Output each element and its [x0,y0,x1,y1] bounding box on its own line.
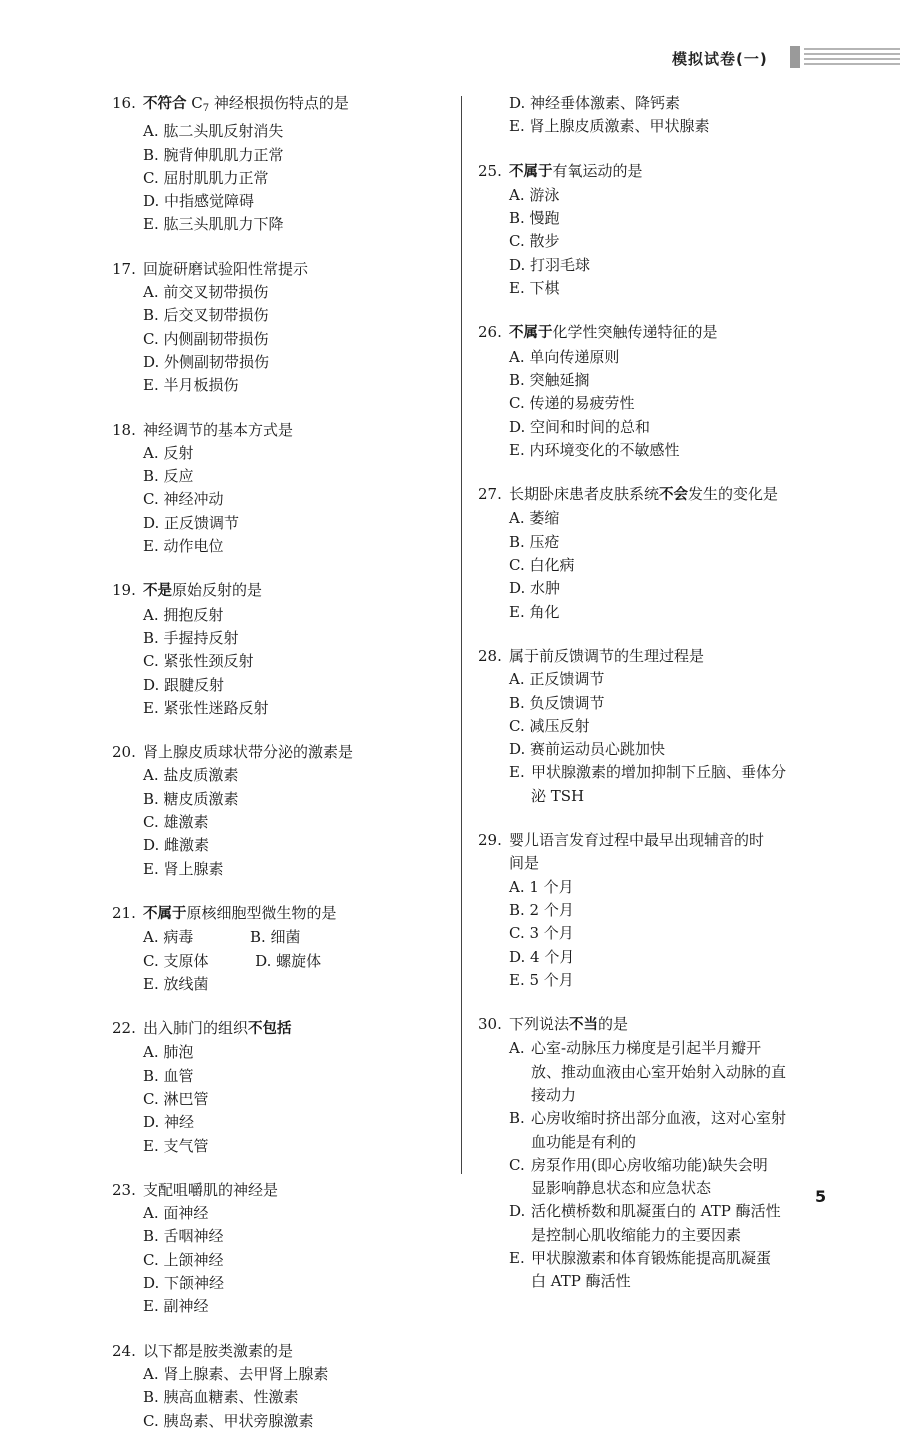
option-b: B. 压疮 [509,532,560,551]
option-d: D. 雌激素 [143,836,210,855]
question-17 [112,258,442,398]
option-b: B. 胰高血糖素、性激素 [143,1388,299,1407]
question-26 [478,321,808,462]
option-c: C. 支原体 [143,951,209,970]
option-a: A. 盐皮质激素 [143,766,239,785]
option-e: E. 下棋 [509,279,560,298]
option-b: B. 慢跑 [509,209,560,228]
question-number: 30. [478,1015,502,1034]
question-stem: 30. 下列说法不当的是 [478,1013,808,1037]
emphasis-text: 不属于 [143,905,187,922]
option-d: D. 赛前运动员心跳加快 [509,740,666,759]
option-e: E. 肾上腺皮质激素、甲状腺素 [509,117,710,136]
question-22 [112,1017,442,1158]
question-number: 28. [478,646,502,665]
option-d: D. 中指感觉障碍 [143,192,255,211]
column-divider [461,96,462,1174]
question-number: 18. [112,420,136,439]
option-b: B. 突触延搁 [509,370,590,389]
question-number: 26. [478,323,502,342]
option-c: C. 淋巴管 [143,1089,209,1108]
option-e: E. 甲状腺激素的增加抑制下丘脑、垂体分 泌 TSH [509,763,787,805]
question-18 [112,419,442,559]
option-c: C. 房泵作用(即心房收缩功能)缺失会明 显影响静息状态和应急状态 [509,1155,768,1198]
question-number: 22. [112,1019,136,1038]
option-c: C. 减压反射 [509,716,590,735]
option-a: A. 正反馈调节 [509,670,605,689]
left-column [112,92,442,1454]
question-number: 25. [478,161,502,180]
question-20 [112,741,442,881]
emphasis-text: 不包括 [248,1021,292,1038]
option-a: A. 萎缩 [509,509,560,528]
question-stem: 26. 不属于化学性突触传递特征的是 [478,321,808,345]
question-stem: 29. 婴儿语言发育过程中最早出现辅音的时 [478,829,808,852]
question-stem: 28. 属于前反馈调节的生理过程是 [478,645,808,668]
option-d: D. 神经垂体激素、降钙素 [509,94,681,112]
question-number: 21. [112,903,136,922]
option-d: D. 螺旋体 [255,951,322,970]
question-19 [112,579,442,720]
emphasis-text: 不符合 [143,96,187,112]
option-a: A. 前交叉韧带损伤 [143,283,269,302]
option-b: B. 血管 [143,1066,194,1085]
question-28 [478,645,808,808]
question-number: 19. [112,581,136,600]
question-stem: 20. 肾上腺皮质球状带分泌的激素是 [112,741,442,764]
question-number: 27. [478,485,502,504]
option-c: C. 雄激素 [143,813,209,832]
option-a: A. 1 个月 [509,877,574,896]
option-a: A. 病毒 [143,928,194,947]
option-a: A. 游泳 [509,185,560,204]
option-d: D. 下颌神经 [143,1274,225,1293]
option-b: B. 舌咽神经 [143,1227,224,1246]
question-stem: 23. 支配咀嚼肌的神经是 [112,1179,442,1202]
header-decoration [790,46,900,68]
option-a: A. 面神经 [143,1204,209,1223]
option-c: C. 紧张性颈反射 [143,652,254,671]
option-c: C. 传递的易疲劳性 [509,394,635,413]
option-e: E. 肱三头肌肌力下降 [143,215,284,234]
question-number: 20. [112,743,136,762]
option-d: D. 空间和时间的总和 [509,417,651,436]
option-e: E. 甲状腺激素和体育锻炼能提高肌凝蛋 白 ATP 酶活性 [509,1249,772,1291]
question-stem: 17. 回旋研磨试验阳性常提示 [112,258,442,281]
header-stripe [804,48,900,50]
question-21 [112,902,442,996]
option-e: E. 角化 [509,602,560,621]
page-header-title: 模拟试卷(一) [672,50,768,68]
header-stripe [804,53,900,55]
question-29 [478,829,808,992]
option-b: B. 细菌 [250,928,301,947]
question-stem: 21. 不属于原核细胞型微生物的是 [112,902,442,926]
question-24 [112,1340,442,1433]
option-d: D. 水肿 [509,579,561,598]
option-a: A. 拥抱反射 [143,605,224,624]
emphasis-text: 不当 [569,1017,599,1034]
question-stem: 25. 不属于有氧运动的是 [478,160,808,184]
option-e: E. 副神经 [143,1297,209,1316]
question-25 [478,160,808,301]
option-c: C. 3 个月 [509,924,574,943]
question-number: 16. [112,94,136,112]
emphasis-text: 不是 [143,583,172,600]
option-e: E. 肾上腺素 [143,859,224,878]
question-stem: 16. 不符合 $C_7$ 神经根损伤特点的是 [112,94,349,114]
option-b: B. 腕背伸肌肌力正常 [143,145,284,164]
option-a: A. 肾上腺素、去甲肾上腺素 [143,1364,329,1383]
header-stripe [804,58,900,60]
option-b: B. 2 个月 [509,900,574,919]
option-e: E. 内环境变化的不敏感性 [509,440,680,459]
question-27 [478,483,808,624]
option-a: A. 反射 [143,443,194,462]
option-d: D. 4 个月 [509,947,575,966]
question-number: 24. [112,1341,136,1360]
option-b: B. 反应 [143,467,194,486]
question-number: 17. [112,259,136,278]
option-b: B. 负反馈调节 [509,693,605,712]
question-stem: 19. 不是原始反射的是 [112,579,442,603]
option-d: D. 外侧副韧带损伤 [143,352,270,371]
option-c: C. 白化病 [509,556,575,575]
option-e: E. 5 个月 [509,970,574,989]
option-a: A. 心室-动脉压力梯度是引起半月瓣开 放、推动血液由心室开始射入动脉的直 接动力 [509,1039,787,1104]
option-a: A. 单向传递原则 [509,347,620,366]
question-stem: 18. 神经调节的基本方式是 [112,419,442,442]
question-number: 29. [478,831,502,850]
question-stem-continued: 间是 [509,854,540,873]
emphasis-text: 不属于 [509,163,553,180]
question-23 [112,1179,442,1319]
option-a: A. 肱二头肌反射消失 [143,122,284,141]
question-stem: 27. 长期卧床患者皮肤系统不会发生的变化是 [478,483,808,507]
question-16 [112,92,442,237]
option-e: E. 紧张性迷路反射 [143,698,269,717]
header-block [790,46,800,68]
option-d: D. 跟腱反射 [143,675,225,694]
emphasis-text: 不会 [659,487,689,504]
option-e: E. 支气管 [143,1136,209,1155]
option-b: B. 糖皮质激素 [143,789,239,808]
emphasis-text: 不属于 [509,325,553,342]
option-c: C. 上颌神经 [143,1250,224,1269]
option-b: B. 心房收缩时挤出部分血液，这对心室射 血功能是有利的 [509,1109,787,1151]
option-d: D. 神经 [143,1113,195,1132]
option-d: D. 打羽毛球 [509,255,591,274]
header-stripe [804,63,900,65]
option-b: B. 后交叉韧带损伤 [143,306,269,325]
option-e: E. 半月板损伤 [143,376,239,395]
question-stem: 22. 出入肺门的组织不包括 [112,1017,442,1041]
question-number: 23. [112,1180,136,1199]
option-c: C. 胰岛素、甲状旁腺激素 [143,1411,314,1430]
option-c: C. 神经冲动 [143,490,224,509]
option-d: D. 活化横桥数和肌凝蛋白的 ATP 酶活性 是控制心肌收缩能力的主要因素 [509,1202,781,1244]
page-number: 5 [815,1187,827,1206]
option-d: D. 正反馈调节 [143,513,240,532]
option-b: B. 手握持反射 [143,628,239,647]
option-a: A. 肺泡 [143,1043,194,1062]
question-stem: 24. 以下都是胺类激素的是 [112,1340,442,1363]
option-e: E. 动作电位 [143,537,224,556]
question-24-continued [478,92,808,139]
option-c: C. 内侧副韧带损伤 [143,329,269,348]
option-c: C. 散步 [509,232,560,251]
option-c: C. 屈肘肌肌力正常 [143,168,269,187]
option-e: E. 放线菌 [143,974,209,993]
right-column [478,92,808,1315]
